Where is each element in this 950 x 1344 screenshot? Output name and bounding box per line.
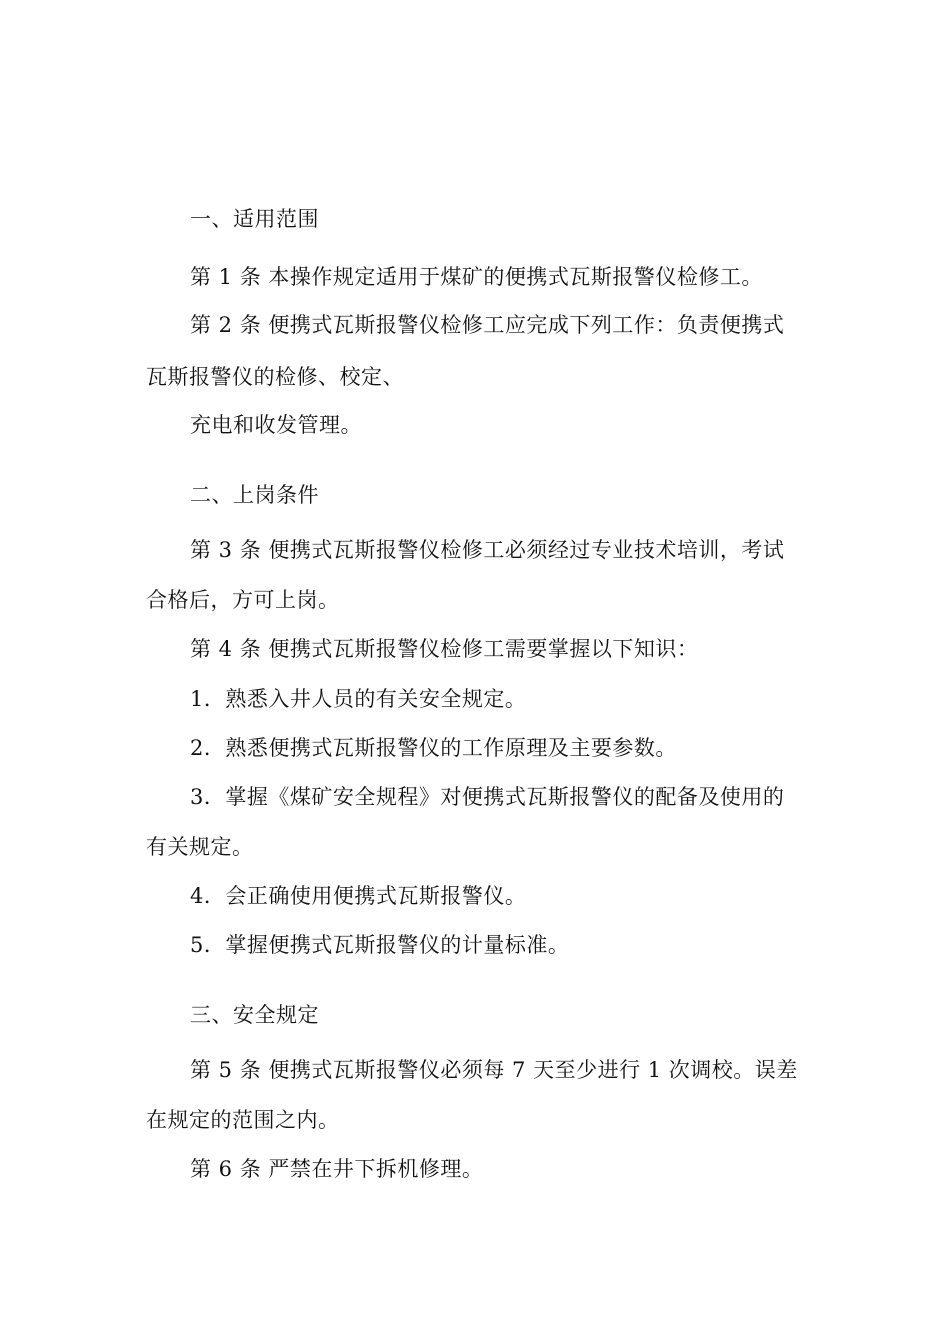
list-item-1: 1．熟悉入井人员的有关安全规定。: [190, 687, 527, 711]
article-3-line-2: 合格后，方可上岗。: [146, 588, 340, 612]
article-5-line-1: 第 5 条 便携式瓦斯报警仪必须每 7 天至少进行 1 次调校。误差: [190, 1058, 798, 1082]
list-item-3-line-1: 3．掌握《煤矿安全规程》对便携式瓦斯报警仪的配备及使用的: [190, 785, 785, 809]
list-item-3-line-2: 有关规定。: [146, 835, 254, 859]
section-heading: 一、适用范围: [190, 207, 319, 231]
article-2-continuation: 充电和收发管理。: [190, 413, 362, 437]
article-5-line-2: 在规定的范围之内。: [146, 1108, 340, 1132]
article-6: 第 6 条 严禁在井下拆机修理。: [190, 1157, 484, 1181]
article-2-line-1: 第 2 条 便携式瓦斯报警仪检修工应完成下列工作：负责便携式: [190, 313, 785, 337]
article-3-line-1: 第 3 条 便携式瓦斯报警仪检修工必须经过专业技术培训，考试: [190, 538, 785, 562]
article-2-line-2: 瓦斯报警仪的检修、校定、: [146, 365, 404, 389]
article-1: 第 1 条 本操作规定适用于煤矿的便携式瓦斯报警仪检修工。: [190, 265, 763, 289]
section-heading: 二、上岗条件: [190, 483, 319, 507]
section-heading: 三、安全规定: [190, 1003, 319, 1027]
article-4: 第 4 条 便携式瓦斯报警仪检修工需要掌握以下知识：: [190, 637, 699, 661]
list-item-4: 4．会正确使用便携式瓦斯报警仪。: [190, 884, 527, 908]
list-item-2: 2．熟悉便携式瓦斯报警仪的工作原理及主要参数。: [190, 736, 677, 760]
list-item-5: 5．掌握便携式瓦斯报警仪的计量标准。: [190, 933, 570, 957]
